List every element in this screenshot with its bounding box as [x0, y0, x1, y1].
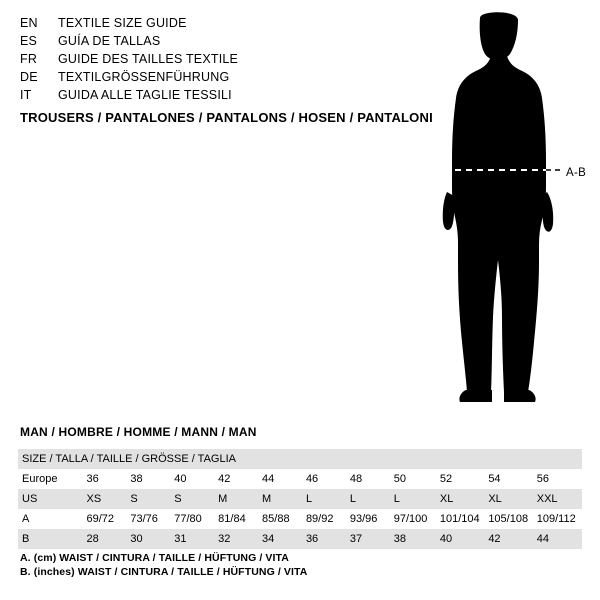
language-header-block — [20, 14, 380, 104]
table-cell: 81/84 — [218, 513, 246, 525]
table-row — [18, 509, 582, 529]
table-cell: 46 — [305, 473, 319, 485]
table-cell: S — [127, 489, 171, 509]
table-cell: 93/96 — [349, 513, 378, 525]
table-cell: 52 — [439, 473, 453, 485]
note-b: B. (inches) WAIST / CINTURA / TAILLE / HÜFTUNG / VITA — [20, 566, 308, 578]
table-cell: 36 — [303, 529, 347, 549]
table-cell: 105/108 — [488, 513, 529, 525]
table-cell: 97/100 — [393, 513, 428, 525]
table-row — [18, 529, 582, 549]
language-code: FR — [20, 52, 38, 66]
male-silhouette-icon — [420, 12, 590, 412]
language-title: TEXTILE SIZE GUIDE — [58, 16, 187, 30]
table-cell: 44 — [534, 529, 582, 549]
language-title: TEXTILGRÖSSENFÜHRUNG — [58, 70, 230, 84]
table-cell: 36 — [86, 473, 99, 485]
table-cell: 109/112 — [536, 513, 576, 525]
table-cell: XL — [485, 489, 533, 509]
table-cell: L — [391, 489, 437, 509]
language-row — [20, 68, 380, 86]
table-cell: 42 — [485, 529, 533, 549]
measurement-label-ab: A-B — [566, 167, 587, 179]
language-row — [20, 32, 380, 50]
table-cell: 31 — [171, 529, 215, 549]
table-cell: 73/76 — [130, 513, 158, 525]
table-cell: 85/88 — [262, 513, 290, 525]
language-title: GUÍA DE TALLAS — [58, 34, 161, 48]
language-title: GUIDE DES TAILLES TEXTILE — [58, 52, 239, 66]
size-table — [18, 449, 582, 549]
table-cell: 40 — [174, 473, 187, 485]
table-cell: 50 — [393, 473, 406, 485]
table-cell: 56 — [536, 473, 549, 485]
table-cell: 37 — [347, 529, 391, 549]
table-cell: L — [347, 489, 391, 509]
table-cell: XL — [437, 489, 485, 509]
language-code: IT — [20, 88, 32, 102]
table-cell: 77/80 — [174, 513, 202, 525]
table-cell: M — [215, 489, 259, 509]
language-code: ES — [20, 34, 38, 48]
table-cell: 69/72 — [86, 513, 115, 525]
table-row — [18, 449, 582, 469]
table-title: MAN / HOMBRE / HOMME / MANN / MAN — [20, 425, 257, 439]
table-cell: 89/92 — [305, 513, 334, 525]
language-code: DE — [20, 70, 38, 84]
table-cell: 54 — [488, 473, 501, 485]
row-label: Europe — [22, 473, 58, 485]
table-row — [18, 469, 582, 489]
language-title: GUIDA ALLE TAGLIE TESSILI — [58, 88, 232, 102]
language-row — [20, 86, 380, 104]
table-row — [18, 489, 582, 509]
language-row — [20, 50, 380, 68]
row-label: A — [22, 513, 30, 525]
table-cell: 101/104 — [439, 513, 480, 525]
table-cell: S — [171, 489, 215, 509]
table-cell: M — [259, 489, 303, 509]
note-a: A. (cm) WAIST / CINTURA / TAILLE / HÜFTUNG / VITA — [20, 552, 289, 564]
page-title: TROUSERS / PANTALONES / PANTALONS / HOSEN / PANTALONI — [20, 110, 433, 125]
table-cell: 34 — [259, 529, 303, 549]
table-cell: 28 — [83, 529, 127, 549]
table-cell: XS — [83, 489, 127, 509]
table-cell: 32 — [215, 529, 259, 549]
table-cell: 38 — [130, 473, 143, 485]
language-code: EN — [20, 16, 38, 30]
measurement-notes — [20, 551, 307, 579]
table-cell: 40 — [437, 529, 485, 549]
table-cell: L — [303, 489, 347, 509]
figure-illustration — [420, 12, 590, 412]
table-cell: 48 — [349, 473, 363, 485]
table-cell: XXL — [534, 489, 582, 509]
row-label: B — [18, 529, 83, 549]
language-row — [20, 14, 380, 32]
row-label: SIZE / TALLA / TAILLE / GRÖSSE / TAGLIA — [18, 449, 582, 469]
row-label: US — [18, 489, 83, 509]
table-cell: 30 — [127, 529, 171, 549]
table-cell: 42 — [218, 473, 231, 485]
table-cell: 44 — [262, 473, 275, 485]
table-cell: 38 — [391, 529, 437, 549]
